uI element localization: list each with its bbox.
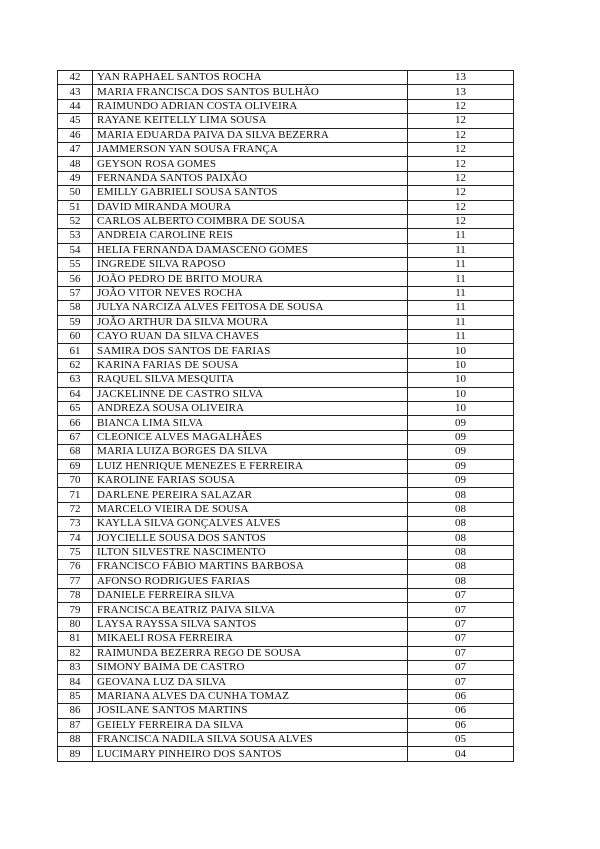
- table-row: [58, 517, 514, 531]
- row-number: 68: [58, 445, 93, 459]
- student-name: INGREDE SILVA RAPOSO: [93, 258, 408, 272]
- table-row: [58, 157, 514, 171]
- table-row: [58, 603, 514, 617]
- score: 11: [408, 330, 514, 344]
- score: 07: [408, 603, 514, 617]
- score: 07: [408, 617, 514, 631]
- student-name: RAQUEL SILVA MESQUITA: [93, 373, 408, 387]
- row-number: 58: [58, 301, 93, 315]
- table-row: [58, 243, 514, 257]
- row-number: 64: [58, 387, 93, 401]
- table-row: [58, 330, 514, 344]
- table-row: [58, 531, 514, 545]
- score: 11: [408, 315, 514, 329]
- student-name: YAN RAPHAEL SANTOS ROCHA: [93, 71, 408, 85]
- student-name: DANIELE FERREIRA SILVA: [93, 589, 408, 603]
- score: 07: [408, 661, 514, 675]
- row-number: 85: [58, 689, 93, 703]
- student-name: DAVID MIRANDA MOURA: [93, 200, 408, 214]
- score: 11: [408, 258, 514, 272]
- student-name: DARLENE PEREIRA SALAZAR: [93, 488, 408, 502]
- table-row: [58, 171, 514, 185]
- score: 11: [408, 272, 514, 286]
- score: 11: [408, 286, 514, 300]
- table-row: [58, 344, 514, 358]
- table-row: [58, 589, 514, 603]
- table-row: [58, 704, 514, 718]
- row-number: 76: [58, 560, 93, 574]
- table-row: [58, 560, 514, 574]
- student-name: MARCELO VIEIRA DE SOUSA: [93, 502, 408, 516]
- student-name: CAYO RUAN DA SILVA CHAVES: [93, 330, 408, 344]
- score: 06: [408, 689, 514, 703]
- table-row: [58, 632, 514, 646]
- row-number: 52: [58, 214, 93, 228]
- row-number: 77: [58, 574, 93, 588]
- row-number: 80: [58, 617, 93, 631]
- table-row: [58, 200, 514, 214]
- row-number: 88: [58, 732, 93, 746]
- row-number: 65: [58, 401, 93, 415]
- score: 08: [408, 517, 514, 531]
- score: 13: [408, 85, 514, 99]
- student-name: ANDREIA CAROLINE REIS: [93, 229, 408, 243]
- score: 07: [408, 675, 514, 689]
- table-row: [58, 401, 514, 415]
- row-number: 61: [58, 344, 93, 358]
- table-row: [58, 229, 514, 243]
- student-name: KAYLLA SILVA GONÇALVES ALVES: [93, 517, 408, 531]
- table-row: [58, 747, 514, 761]
- score: 10: [408, 387, 514, 401]
- student-name: AFONSO RODRIGUES FARIAS: [93, 574, 408, 588]
- student-name: FERNANDA SANTOS PAIXÃO: [93, 171, 408, 185]
- row-number: 57: [58, 286, 93, 300]
- table-row: [58, 272, 514, 286]
- row-number: 79: [58, 603, 93, 617]
- score: 12: [408, 214, 514, 228]
- score: 09: [408, 459, 514, 473]
- score: 11: [408, 301, 514, 315]
- score: 12: [408, 171, 514, 185]
- score: 08: [408, 488, 514, 502]
- table-row: [58, 99, 514, 113]
- table-row: [58, 718, 514, 732]
- row-number: 50: [58, 186, 93, 200]
- score: 13: [408, 71, 514, 85]
- table-row: [58, 85, 514, 99]
- row-number: 75: [58, 545, 93, 559]
- score: 07: [408, 632, 514, 646]
- student-name: KARINA FARIAS DE SOUSA: [93, 358, 408, 372]
- row-number: 74: [58, 531, 93, 545]
- table-row: [58, 286, 514, 300]
- student-name: GEIELY FERREIRA DA SILVA: [93, 718, 408, 732]
- table-row: [58, 689, 514, 703]
- student-name: SAMIRA DOS SANTOS DE FARIAS: [93, 344, 408, 358]
- student-name: LUIZ HENRIQUE MENEZES E FERREIRA: [93, 459, 408, 473]
- row-number: 45: [58, 114, 93, 128]
- row-number: 69: [58, 459, 93, 473]
- student-name: LAYSA RAYSSA SILVA SANTOS: [93, 617, 408, 631]
- score: 08: [408, 560, 514, 574]
- table-row: [58, 358, 514, 372]
- student-name: HELIA FERNANDA DAMASCENO GOMES: [93, 243, 408, 257]
- student-name: JOSILANE SANTOS MARTINS: [93, 704, 408, 718]
- score: 12: [408, 114, 514, 128]
- table-row: [58, 373, 514, 387]
- student-name: RAIMUNDO ADRIAN COSTA OLIVEIRA: [93, 99, 408, 113]
- score: 07: [408, 646, 514, 660]
- score: 12: [408, 200, 514, 214]
- table-row: [58, 445, 514, 459]
- row-number: 54: [58, 243, 93, 257]
- score: 09: [408, 445, 514, 459]
- row-number: 71: [58, 488, 93, 502]
- table-row: [58, 732, 514, 746]
- student-name: BIANCA LIMA SILVA: [93, 416, 408, 430]
- score: 08: [408, 574, 514, 588]
- table-body: [58, 71, 514, 762]
- student-name: FRANCISCA BEATRIZ PAIVA SILVA: [93, 603, 408, 617]
- row-number: 48: [58, 157, 93, 171]
- row-number: 86: [58, 704, 93, 718]
- student-name: MARIANA ALVES DA CUNHA TOMAZ: [93, 689, 408, 703]
- row-number: 73: [58, 517, 93, 531]
- table-row: [58, 301, 514, 315]
- student-name: JOÃO PEDRO DE BRITO MOURA: [93, 272, 408, 286]
- table-row: [58, 661, 514, 675]
- row-number: 46: [58, 128, 93, 142]
- student-name: JULYA NARCIZA ALVES FEITOSA DE SOUSA: [93, 301, 408, 315]
- row-number: 63: [58, 373, 93, 387]
- table-row: [58, 617, 514, 631]
- row-number: 59: [58, 315, 93, 329]
- student-name: ILTON SILVESTRE NASCIMENTO: [93, 545, 408, 559]
- table-row: [58, 416, 514, 430]
- table-row: [58, 315, 514, 329]
- row-number: 42: [58, 71, 93, 85]
- table-row: [58, 488, 514, 502]
- row-number: 49: [58, 171, 93, 185]
- score: 07: [408, 589, 514, 603]
- table-row: [58, 459, 514, 473]
- score: 09: [408, 416, 514, 430]
- score: 11: [408, 229, 514, 243]
- score: 06: [408, 718, 514, 732]
- table-row: [58, 186, 514, 200]
- score: 12: [408, 99, 514, 113]
- ranking-table: [57, 70, 514, 762]
- student-name: MIKAELI ROSA FERREIRA: [93, 632, 408, 646]
- score: 08: [408, 545, 514, 559]
- student-name: CARLOS ALBERTO COIMBRA DE SOUSA: [93, 214, 408, 228]
- student-name: FRANCISCA NADILA SILVA SOUSA ALVES: [93, 732, 408, 746]
- student-name: LUCIMARY PINHEIRO DOS SANTOS: [93, 747, 408, 761]
- score: 08: [408, 502, 514, 516]
- student-name: RAIMUNDA BEZERRA REGO DE SOUSA: [93, 646, 408, 660]
- student-name: RAYANE KEITELLY LIMA SOUSA: [93, 114, 408, 128]
- row-number: 51: [58, 200, 93, 214]
- student-name: MARIA LUIZA BORGES DA SILVA: [93, 445, 408, 459]
- student-name: GEOVANA LUZ DA SILVA: [93, 675, 408, 689]
- row-number: 62: [58, 358, 93, 372]
- row-number: 72: [58, 502, 93, 516]
- student-name: JOÃO ARTHUR DA SILVA MOURA: [93, 315, 408, 329]
- table-row: [58, 473, 514, 487]
- row-number: 56: [58, 272, 93, 286]
- table-row: [58, 574, 514, 588]
- table-row: [58, 646, 514, 660]
- row-number: 43: [58, 85, 93, 99]
- student-name: GEYSON ROSA GOMES: [93, 157, 408, 171]
- row-number: 82: [58, 646, 93, 660]
- student-name: JACKELINNE DE CASTRO SILVA: [93, 387, 408, 401]
- score: 10: [408, 358, 514, 372]
- score: 12: [408, 157, 514, 171]
- row-number: 81: [58, 632, 93, 646]
- score: 05: [408, 732, 514, 746]
- score: 10: [408, 344, 514, 358]
- student-name: MARIA FRANCISCA DOS SANTOS BULHÃO: [93, 85, 408, 99]
- score: 11: [408, 243, 514, 257]
- table-row: [58, 675, 514, 689]
- table-row: [58, 387, 514, 401]
- score: 06: [408, 704, 514, 718]
- student-name: ANDREZA SOUSA OLIVEIRA: [93, 401, 408, 415]
- student-name: EMILLY GABRIELI SOUSA SANTOS: [93, 186, 408, 200]
- table-row: [58, 502, 514, 516]
- row-number: 67: [58, 430, 93, 444]
- table-row: [58, 128, 514, 142]
- student-name: KAROLINE FARIAS SOUSA: [93, 473, 408, 487]
- table-row: [58, 258, 514, 272]
- row-number: 47: [58, 142, 93, 156]
- score: 08: [408, 531, 514, 545]
- table-row: [58, 430, 514, 444]
- row-number: 87: [58, 718, 93, 732]
- row-number: 55: [58, 258, 93, 272]
- score: 10: [408, 401, 514, 415]
- student-name: SIMONY BAIMA DE CASTRO: [93, 661, 408, 675]
- row-number: 84: [58, 675, 93, 689]
- score: 12: [408, 128, 514, 142]
- student-name: CLEONICE ALVES MAGALHÃES: [93, 430, 408, 444]
- student-name: MARIA EDUARDA PAIVA DA SILVA BEZERRA: [93, 128, 408, 142]
- row-number: 89: [58, 747, 93, 761]
- table-row: [58, 114, 514, 128]
- table-row: [58, 545, 514, 559]
- student-name: JOYCIELLE SOUSA DOS SANTOS: [93, 531, 408, 545]
- row-number: 83: [58, 661, 93, 675]
- score: 10: [408, 373, 514, 387]
- table-row: [58, 71, 514, 85]
- student-name: FRANCISCO FÁBIO MARTINS BARBOSA: [93, 560, 408, 574]
- row-number: 78: [58, 589, 93, 603]
- table-row: [58, 142, 514, 156]
- student-name: JAMMERSON YAN SOUSA FRANÇA: [93, 142, 408, 156]
- score: 12: [408, 142, 514, 156]
- score: 12: [408, 186, 514, 200]
- row-number: 66: [58, 416, 93, 430]
- score: 09: [408, 430, 514, 444]
- score: 04: [408, 747, 514, 761]
- row-number: 70: [58, 473, 93, 487]
- student-name: JOÃO VITOR NEVES ROCHA: [93, 286, 408, 300]
- row-number: 53: [58, 229, 93, 243]
- row-number: 44: [58, 99, 93, 113]
- score: 09: [408, 473, 514, 487]
- row-number: 60: [58, 330, 93, 344]
- table-row: [58, 214, 514, 228]
